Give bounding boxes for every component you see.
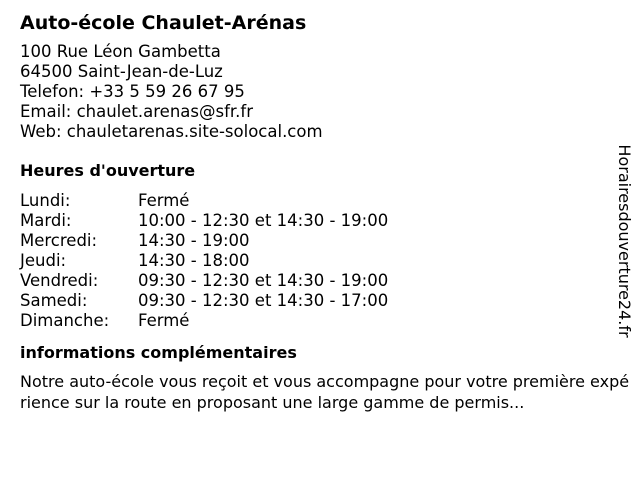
day-label: Dimanche:: [20, 311, 110, 330]
day-label: Mercredi:: [20, 231, 98, 250]
hours-row-lundi: [20, 191, 388, 211]
hours-row-vendredi: [20, 271, 388, 291]
day-label: Samedi:: [20, 291, 88, 310]
contact-block: [20, 42, 630, 142]
day-hours: Fermé: [138, 311, 190, 330]
info-heading: informations complémentaires: [20, 343, 297, 362]
phone-number: Telefon: +33 5 59 26 67 95: [20, 82, 245, 101]
business-card: [20, 10, 630, 413]
day-hours: 09:30 - 12:30 et 14:30 - 19:00: [138, 271, 389, 290]
day-label: Mardi:: [20, 211, 72, 230]
side-brand-watermark: Horairesdouverture24.fr: [615, 144, 634, 338]
day-hours: 14:30 - 18:00: [138, 251, 250, 270]
opening-hours-table: [20, 191, 388, 331]
day-hours: 10:00 - 12:30 et 14:30 - 19:00: [138, 211, 389, 230]
address-street: 100 Rue Léon Gambetta: [20, 42, 221, 61]
day-label: Vendredi:: [20, 271, 99, 290]
business-name: Auto-école Chaulet-Arénas: [20, 12, 307, 34]
hours-row-jeudi: [20, 251, 388, 271]
day-label: Lundi:: [20, 191, 71, 210]
hours-row-mercredi: [20, 231, 388, 251]
day-label: Jeudi:: [20, 251, 67, 270]
info-description: Notre auto-école vous reçoit et vous accompagne pour votre première expérience sur la route en proposant une large gamme de permis...: [20, 372, 630, 412]
website: Web: chauletarenas.site-solocal.com: [20, 122, 323, 141]
address-city: 64500 Saint-Jean-de-Luz: [20, 62, 223, 81]
hours-heading: Heures d'ouverture: [20, 161, 196, 180]
email-address: Email: chaulet.arenas@sfr.fr: [20, 102, 253, 121]
day-hours: 14:30 - 19:00: [138, 231, 250, 250]
hours-row-samedi: [20, 291, 388, 311]
day-hours: Fermé: [138, 191, 190, 210]
hours-row-dimanche: [20, 311, 388, 331]
day-hours: 09:30 - 12:30 et 14:30 - 17:00: [138, 291, 389, 310]
hours-row-mardi: [20, 211, 388, 231]
